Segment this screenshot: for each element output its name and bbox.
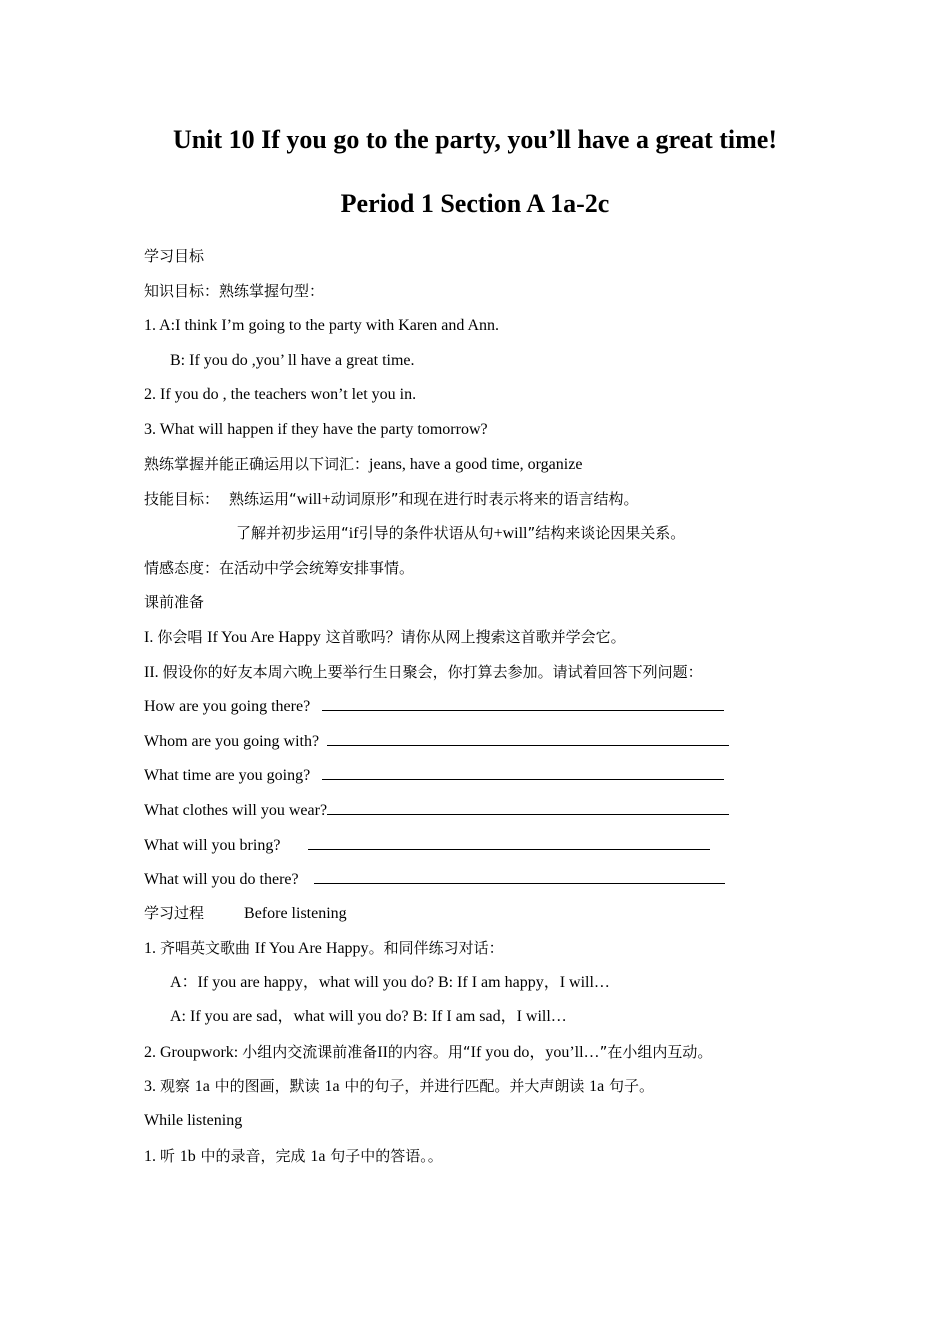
preparation-item-1: I. 你会唱 If You Are Happy 这首歌吗？请你从网上搜索这首歌并学会它。 xyxy=(144,628,626,646)
question-text: Whom are you going with? xyxy=(144,733,320,750)
sentence-1b: B: If you do ,you’ ll have a great time. xyxy=(170,352,415,369)
question-text: How are you going there? xyxy=(144,698,311,715)
question-text: What will you do there? xyxy=(144,871,299,888)
question-line xyxy=(144,729,729,753)
skill-objective-line: 技能目标： 熟练运用“will+动词原形”和现在进行时表示将来的语言结构。 xyxy=(144,490,639,508)
process-heading-line xyxy=(144,901,347,925)
preparation-item-2: II. 假设你的好友本周六晚上要举行生日聚会，你打算去参加。请试着回答下列问题： xyxy=(144,663,703,681)
answer-blank[interactable] xyxy=(322,694,724,711)
sentence-1a: 1. A:I think I’m going to the party with Karen and Ann. xyxy=(144,317,500,334)
before-listening-label: Before listening xyxy=(244,905,347,922)
vocabulary-words: jeans, have a good time, organize xyxy=(369,456,583,473)
answer-blank[interactable] xyxy=(322,763,724,780)
skill-objective-line-2: 了解并初步运用“if引导的条件状语从句+will”结构来谈论因果关系。 xyxy=(236,524,686,542)
process-heading: 学习过程 xyxy=(144,904,205,922)
step-1: 1. 齐唱英文歌曲 If You Are Happy。和同伴练习对话： xyxy=(144,939,504,957)
question-text: What will you bring? xyxy=(144,837,281,854)
answer-blank[interactable] xyxy=(314,867,725,884)
preparation-heading: 课前准备 xyxy=(144,593,205,611)
objectives-heading: 学习目标 xyxy=(144,247,205,265)
period-title: Period 1 Section A 1a-2c xyxy=(340,189,610,218)
answer-blank[interactable] xyxy=(308,833,710,850)
answer-blank[interactable] xyxy=(327,798,729,815)
question-line xyxy=(144,694,724,718)
dialogue-line-2: A: If you are sad，what will you do? B: If I am sad，I will… xyxy=(170,1008,567,1025)
question-line xyxy=(144,867,725,891)
step-2: 2. Groupwork: 小组内交流课前准备II的内容。用“If you do，you’ll…”在小组内互动。 xyxy=(144,1043,713,1061)
sentence-2: 2. If you do , the teachers won’t let you in. xyxy=(144,386,417,403)
question-line xyxy=(144,763,724,787)
question-text: What time are you going? xyxy=(144,767,311,784)
vocabulary-label: 熟练掌握并能正确运用以下词汇： xyxy=(144,455,370,473)
while-listening-heading: While listening xyxy=(144,1112,243,1129)
emotion-objective: 情感态度：在活动中学会统筹安排事情。 xyxy=(144,559,415,577)
question-line xyxy=(144,798,729,822)
skill-objective-label: 技能目标： xyxy=(144,490,220,508)
question-line xyxy=(144,833,710,857)
dialogue-line-1: A：If you are happy，what will you do? B: If I am happy，I will… xyxy=(170,974,610,991)
while-listening-step-1: 1. 听 1b 中的录音，完成 1a 句子中的答语。。 xyxy=(144,1147,443,1165)
sentence-3: 3. What will happen if they have the party tomorrow? xyxy=(144,421,488,438)
question-text: What clothes will you wear? xyxy=(144,802,328,819)
step-3: 3. 观察 1a 中的图画，默读 1a 中的句子，并进行匹配。并大声朗读 1a 句子。 xyxy=(144,1077,654,1095)
knowledge-objective-label: 知识目标：熟练掌握句型： xyxy=(144,282,325,300)
vocabulary-line xyxy=(144,452,582,476)
answer-blank[interactable] xyxy=(327,729,729,746)
unit-title: Unit 10 If you go to the party, you’ll have a great time! xyxy=(173,125,777,154)
